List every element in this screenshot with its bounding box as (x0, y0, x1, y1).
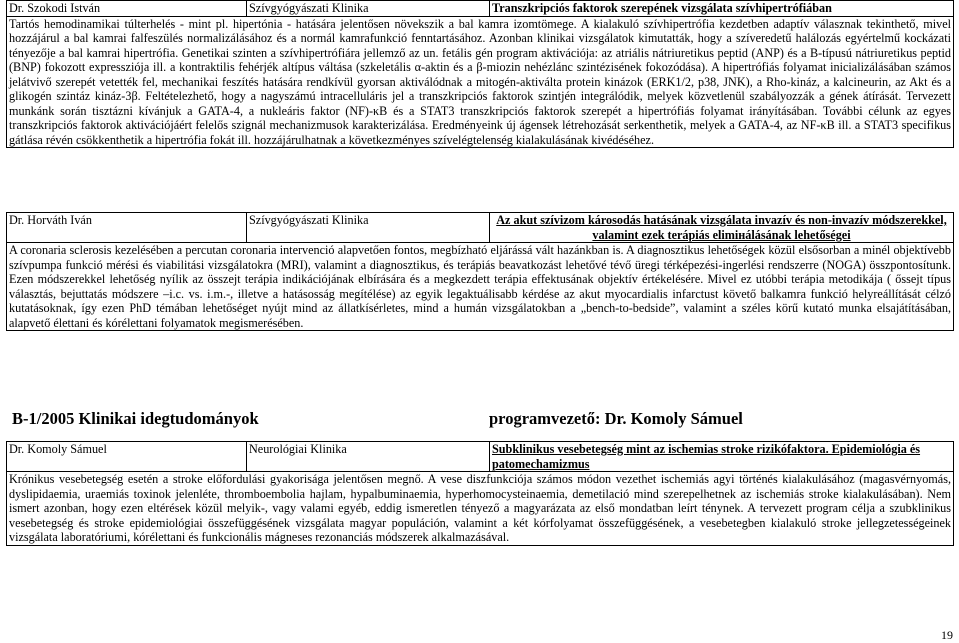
project-description: Krónikus vesebetegség esetén a stroke előfordulási gyakorisága jelentősen megnő. A vese diszfunkciója számos módon vezethet ischemiás agyi történés kialakulásához (magasvérnyomás, dyslipidaemia, uraemiás toxinok jelenléte, thromboembolia hajlam, hypalbuminaemia, hyperhomocysteinaemia, demetilació mind szerepelhetnek az ischemiás stroke kialakulásában). Nem ismert azonban, hogy ezen eltérések közül melyik-, vagy valami egyéb, eddig ismeretlen tényező a magyarázata az első mondatban leírt ténynek. A tervezett program célja a szubklinikus vesebetegség és stroke epidemiológiai összefüggésének vizsgálata magyar populáción, valamint a két kórfolyamat összefüggésének, a vesebetegben kialakuló stroke jellegzetességeinek vizsgálata laboratóriumi, kórélettani és funkcionális mágneses rezonanciás módszerek alkalmazásával. (7, 472, 954, 546)
author-cell: Dr. Szokodi István (7, 1, 247, 17)
project-description: Tartós hemodinamikai túlterhelés - mint pl. hipertónia - hatására jelentősen növekszik a bal kamra izomtömege. A kialakuló szívhipertrófia kezdetben adaptív válasznak tekinthető, mivel hozzájárul a bal kamrai falfeszülés normalizálásához és a normál kamrafunkció fenntartásához. Azonban klinikai vizsgálatok kimutatták, hogy a szíveredetű halálozás egyértelmű kockázati tényezője a bal kamrai hipertrófia. Genetikai szinten a szívhipertrófiára jellemző az un. fetális gén program aktivációja: az atriális nátriuretikus peptid (ANP) és a B-típusú nátriuretikus peptid (BNP) fokozott expressziója ill. a kontraktilis fehérjék altípus váltása (szkeletális α-aktin és a β-miozin nehézlánc szintézisének fokozódása). A hipertrófiás folyamat inicializálásában számos jelátvivő szerepét vetették fel, mechanikai feszítés hatására rendkívül gyorsan aktiválódnak a mitogén-aktiválta protein kinázok (ERK1/2, p38, JNK), a Rho-kináz, a kalcineurin, az Akt és a glikogén szintáz kináz-3β. Feltételezhető, hogy a nagyszámú intracelluláris jel a transzkripciós faktorok szintjén integrálódik, melyek közvetlenül szabályozzák a gének átírását. Tervezett munkánk során tisztázni kívánjuk a GATA-4, a nukleáris faktor (NF)-κB és a STAT3 transzkripciós faktorok szerepét a hipertrófiás folyamat irányításában. További célunk az egyes transzkripciós faktorok aktivációjáért felelős szignál mechanizmusok karakterizálása. Eredményeink új ágensek létrehozását serkenthetik, melyek a GATA-4, az NF-κB ill. a STAT3 specifikus gátlása révén csökkenthetik a hipertrófia fokát ill. hozzájárulhatnak a következményes szívelégtelenség kialakulásának kivédéséhez. (7, 16, 954, 148)
author-cell: Dr. Horváth Iván (7, 213, 247, 243)
project-description: A coronaria sclerosis kezelésében a percutan coronaria intervenció alapvetően fontos, megbízható eljárássá vált hazánkban is. A diagnosztikus lehetőségek közül elsősorban a minél objektívebb szívpumpa funkció mérési és viabilitási vizsgálatokra (MRI), valamint a diagnosztikus, és terápiás beavatkozást lehetővé tévő üregi térképezési-ingerlési rendszerre (NOGA) összpontosítunk. Ezen módszerekkel lehetőség nyílik az összejt terápia indikációjának elbírására és a megkezdett terápia effektusának objektív értékelésére. Mivel ez utóbbi terápia metodikája ( őssejt típus választás, bejuttatás módszere –i.c. vs. i.m.-, illetve a hatásosság megítélése) az egyik legaktuálisabb kérdése az akut myocardialis infarctust követő balkamra funkció helyreállítását célzó kutatásoknak, így ezen PhD témában lehetőséget nyújt mind az állatkísérletes, mind a humán vizsgálatokban a „bench-to-bedside”, valamint a széles körű kutató munka elsajátításában, alapvető élettani és kórélettani folyamatok megismerésében. (7, 243, 954, 331)
project-table-2 (6, 212, 954, 331)
department-cell: Szívgyógyászati Klinika (247, 1, 490, 17)
program-leader: programvezető: Dr. Komoly Sámuel (489, 409, 743, 428)
department-cell: Neurológiai Klinika (247, 442, 490, 472)
program-name: B-1/2005 Klinikai idegtudományok (12, 409, 259, 428)
page-number: 19 (941, 628, 953, 642)
project-table-1 (6, 0, 954, 148)
project-table-3 (6, 441, 954, 546)
project-title-cell: Subklinikus vesebetegség mint az ischemias stroke rizikófaktora. Epidemiológia és patomechamizmus (490, 442, 954, 472)
project-title-cell: Az akut szívizom károsodás hatásának vizsgálata invazív és non-invazív módszerekkel, valamint ezek terápiás elimінálásának lehetőségei (490, 213, 954, 243)
author-cell: Dr. Komoly Sámuel (7, 442, 247, 472)
department-cell: Szívgyógyászati Klinika (247, 213, 490, 243)
project-title-cell: Transzkripciós faktorok szerepének vizsgálata szívhipertrófiában (490, 1, 954, 17)
